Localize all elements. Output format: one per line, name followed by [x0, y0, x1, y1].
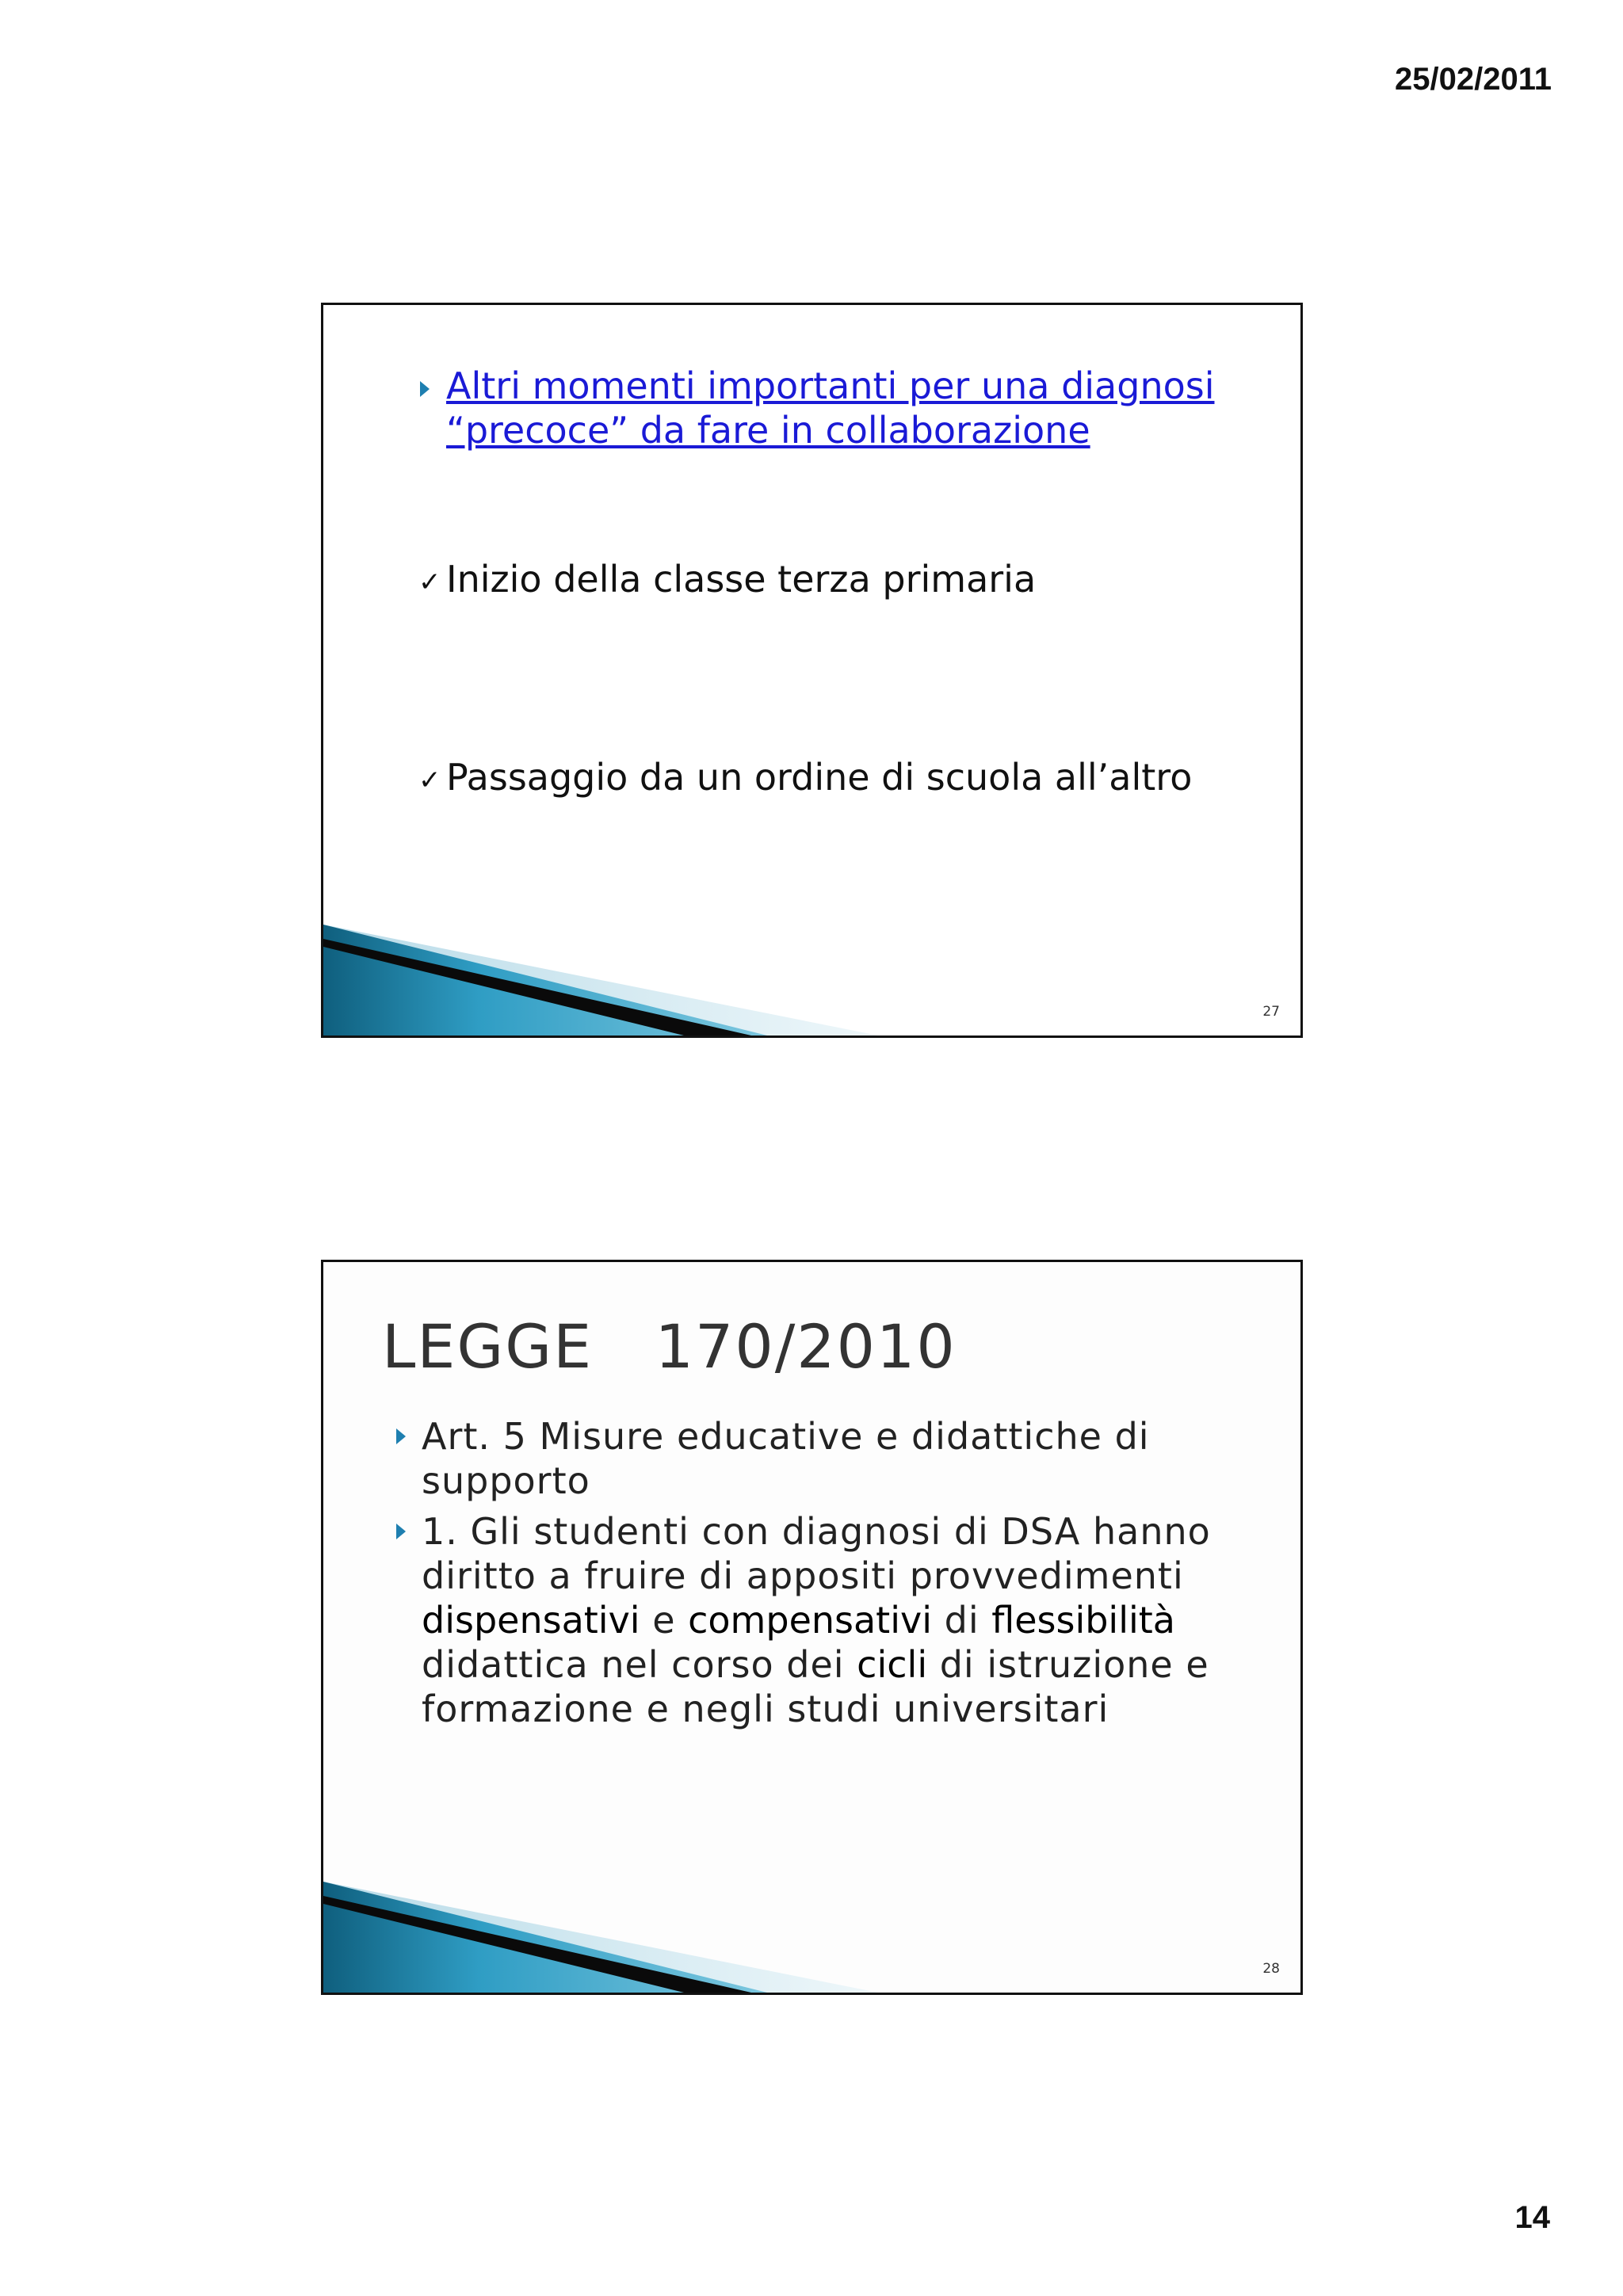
page-number: 14 [1514, 2200, 1550, 2235]
slide-decoration [323, 1866, 1303, 1993]
check-item-2: Passaggio da un ordine di scuola all’altro [446, 756, 1193, 799]
bullet-arrow-icon [396, 1524, 406, 1539]
term-dispensativi: dispensativi [422, 1599, 640, 1642]
bullet-arrow-icon [396, 1428, 406, 1444]
slide-decoration [323, 909, 1303, 1035]
check-icon: ✓ [418, 765, 441, 796]
term-flessibilita: flessibilità [991, 1599, 1175, 1642]
slide-title: LEGGE 170/2010 [382, 1311, 957, 1382]
header-date: 25/02/2011 [1395, 62, 1552, 97]
slide-28 [321, 1260, 1303, 1995]
term-cicli: cicli [857, 1643, 928, 1686]
bullet-text-2: 1. Gli studenti con diagnosi di DSA hanno diritto a fruire di appositi provvedimenti dispensativi e compensativi di flessibilità didattica nel corso dei cicli di istruzione e formazione e negli studi universitari [422, 1510, 1211, 1730]
term-compensativi: compensativi [688, 1599, 932, 1642]
bullet-arrow-icon [420, 381, 430, 397]
slide-number: 27 [1262, 1004, 1280, 1020]
check-item-1: Inizio della classe terza primaria [446, 558, 1037, 601]
bullet-text-1: Art. 5 Misure educative e didattiche di supporto [422, 1415, 1150, 1502]
slide-heading-link[interactable]: Altri momenti importanti per una diagnosi “precoce” da fare in collaborazione [446, 364, 1215, 452]
slide-27 [321, 303, 1303, 1038]
slide-number: 28 [1262, 1961, 1280, 1977]
check-icon: ✓ [418, 566, 441, 598]
